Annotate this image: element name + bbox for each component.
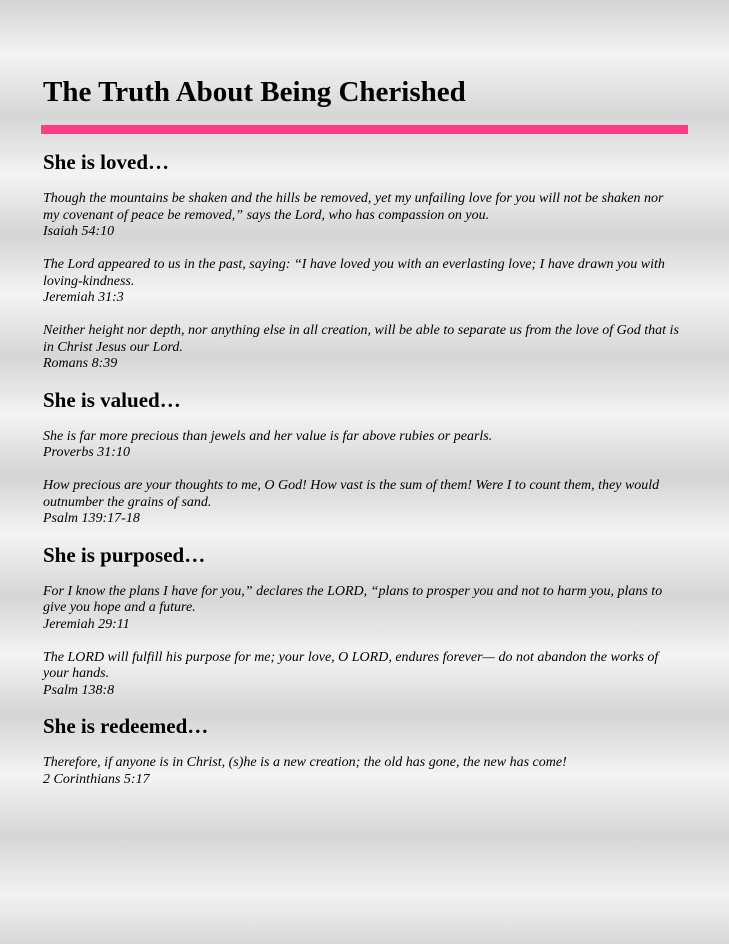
verse bbox=[43, 755, 683, 788]
verse bbox=[43, 584, 683, 634]
section-heading: She is loved… bbox=[43, 150, 170, 174]
verse-text: She is far more precious than jewels and her value is far above rubies or pearls. bbox=[43, 428, 493, 444]
verse-text: How precious are your thoughts to me, O God! How vast is the sum of them! Were I to count them, they would outnumber the grains of sand. bbox=[43, 478, 660, 510]
section-heading: She is valued… bbox=[43, 387, 181, 412]
verse-text: Therefore, if anyone is in Christ, (s)he is a new creation; the old has gone, the new has come! bbox=[43, 755, 567, 770]
verse-list bbox=[43, 755, 683, 788]
page-title: The Truth About Being Cherished bbox=[43, 76, 466, 108]
verse-reference: 2 Corinthians 5:17 bbox=[43, 771, 150, 787]
verse-list bbox=[43, 191, 683, 373]
verse-reference: Psalm 139:17-18 bbox=[43, 511, 140, 526]
verse bbox=[43, 257, 683, 307]
section-valued bbox=[43, 385, 683, 528]
verse bbox=[43, 650, 683, 700]
verse-text: For I know the plans I have for you,” declares the LORD, “plans to prosper you and not to harm you, plans to give you hope and a future. bbox=[43, 583, 663, 615]
verse-reference: Psalm 138:8 bbox=[43, 682, 115, 698]
verse-reference: Romans 8:39 bbox=[43, 356, 118, 371]
verse-text: Neither height nor depth, nor anything else in all creation, will be able to separate us from the love of God that is in Christ Jesus our Lord. bbox=[43, 323, 679, 355]
section-heading: She is purposed… bbox=[43, 542, 206, 567]
content bbox=[43, 147, 683, 800]
verse-reference: Jeremiah 31:3 bbox=[43, 290, 124, 305]
section-heading: She is redeemed… bbox=[43, 714, 209, 738]
verse-list bbox=[43, 584, 683, 700]
accent-rule bbox=[41, 125, 688, 134]
section-redeemed bbox=[43, 711, 683, 788]
verse-reference: Proverbs 31:10 bbox=[43, 445, 130, 460]
verse bbox=[43, 323, 683, 373]
verse-text: The Lord appeared to us in the past, saying: “I have loved you with an everlasting love; I have drawn you with loving-kindness. bbox=[43, 257, 665, 289]
section-loved bbox=[43, 147, 683, 373]
verse-reference: Isaiah 54:10 bbox=[43, 224, 115, 239]
verse-text: Though the mountains be shaken and the hills be removed, yet my unfailing love for you will not be shaken nor my covenant of peace be removed,” says the Lord, who has compassion on you. bbox=[43, 191, 664, 223]
verse-reference: Jeremiah 29:11 bbox=[43, 616, 130, 632]
verse bbox=[43, 429, 683, 462]
verse bbox=[43, 191, 683, 241]
section-purposed bbox=[43, 540, 683, 700]
verse-list bbox=[43, 429, 683, 528]
verse bbox=[43, 478, 683, 528]
verse-text: The LORD will fulfill his purpose for me; your love, O LORD, endures forever— do not abandon the works of your hands. bbox=[43, 649, 659, 681]
